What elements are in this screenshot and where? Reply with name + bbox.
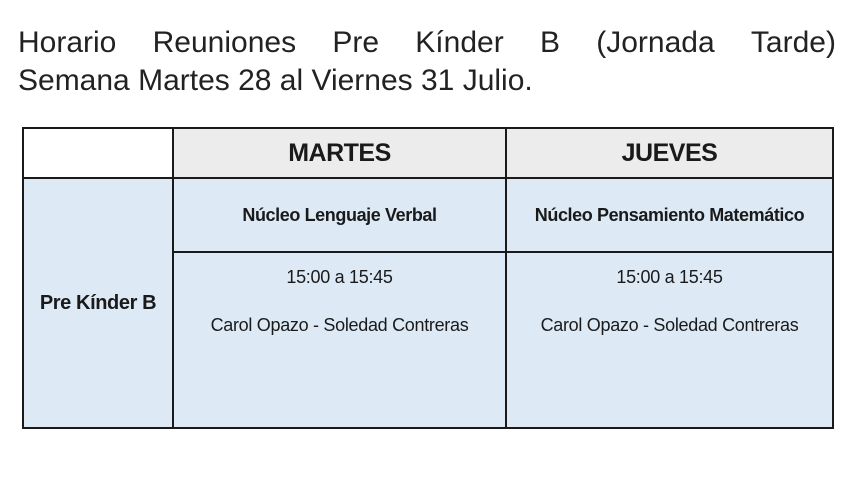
title-line-2: Semana Martes 28 al Viernes 31 Julio. xyxy=(18,64,533,97)
meeting-time: 15:00 a 15:45 xyxy=(286,267,393,287)
title-word: B xyxy=(539,26,560,59)
header-day-jueves: JUEVES xyxy=(506,128,833,178)
subject-cell-jueves: Núcleo Pensamiento Matemático xyxy=(506,178,833,252)
subject-row xyxy=(23,178,833,252)
title-word: Reuniones xyxy=(152,26,297,59)
title-word: Tarde) xyxy=(750,26,836,59)
header-day-martes: MARTES xyxy=(173,128,506,178)
group-label-cell: Pre Kínder B xyxy=(23,178,173,428)
detail-cell-martes xyxy=(173,252,506,428)
schedule-table xyxy=(22,127,834,429)
title-word: (Jornada xyxy=(596,26,715,59)
header-row xyxy=(23,128,833,178)
detail-cell-jueves xyxy=(506,252,833,428)
title-word: Pre xyxy=(332,26,380,59)
meeting-people: Carol Opazo - Soledad Contreras xyxy=(210,315,469,335)
meeting-time: 15:00 a 15:45 xyxy=(616,267,723,287)
page-title xyxy=(18,24,836,100)
header-empty-cell xyxy=(23,128,173,178)
title-word: Kínder xyxy=(415,26,504,59)
title-line-1 xyxy=(18,24,836,62)
title-word: Horario xyxy=(18,26,117,59)
subject-cell-martes: Núcleo Lenguaje Verbal xyxy=(173,178,506,252)
meeting-people: Carol Opazo - Soledad Contreras xyxy=(540,315,799,335)
